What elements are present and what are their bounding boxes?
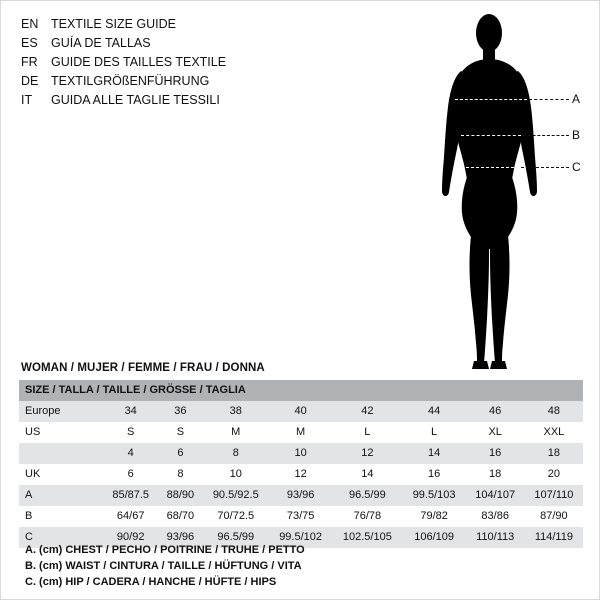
row-cell: 12 bbox=[332, 443, 403, 464]
row-cell: 16 bbox=[466, 443, 525, 464]
language-row bbox=[21, 15, 321, 34]
measure-line-a-inner bbox=[455, 99, 527, 100]
table-row bbox=[19, 485, 583, 506]
row-cell: S bbox=[103, 422, 158, 443]
row-cell: 110/113 bbox=[466, 527, 525, 548]
row-cell: 6 bbox=[103, 464, 158, 485]
measurement-notes bbox=[25, 542, 565, 590]
row-cell: 90.5/92.5 bbox=[202, 485, 269, 506]
measure-label-c: C bbox=[572, 160, 581, 174]
row-cell: 93/96 bbox=[269, 485, 332, 506]
row-cell: 96.5/99 bbox=[202, 527, 269, 548]
language-title: GUÍA DE TALLAS bbox=[51, 36, 151, 50]
measure-line-b-outer bbox=[523, 135, 569, 136]
row-cell: 20 bbox=[525, 464, 583, 485]
language-title: GUIDE DES TAILLES TEXTILE bbox=[51, 55, 227, 69]
language-code: EN bbox=[21, 17, 39, 31]
measure-line-b-inner bbox=[461, 135, 521, 136]
row-cell: 70/72.5 bbox=[202, 506, 269, 527]
language-code: ES bbox=[21, 36, 38, 50]
row-cell: 18 bbox=[525, 443, 583, 464]
row-cell: 88/90 bbox=[158, 485, 202, 506]
row-cell: 106/109 bbox=[403, 527, 466, 548]
row-cell: 38 bbox=[202, 401, 269, 422]
table-row bbox=[19, 464, 583, 485]
row-cell: L bbox=[332, 422, 403, 443]
table-row bbox=[19, 422, 583, 443]
female-body-silhouette-icon bbox=[421, 7, 591, 377]
row-cell: 102.5/105 bbox=[332, 527, 403, 548]
language-title-list bbox=[21, 15, 321, 110]
row-label: A bbox=[19, 485, 103, 506]
row-cell: 12 bbox=[269, 464, 332, 485]
row-cell: 36 bbox=[158, 401, 202, 422]
row-cell: XL bbox=[466, 422, 525, 443]
row-label bbox=[19, 443, 103, 464]
row-cell: 8 bbox=[202, 443, 269, 464]
size-table-area bbox=[19, 362, 583, 548]
row-cell: 104/107 bbox=[466, 485, 525, 506]
row-cell: 73/75 bbox=[269, 506, 332, 527]
row-cell: 68/70 bbox=[158, 506, 202, 527]
row-cell: 34 bbox=[103, 401, 158, 422]
table-section-title: WOMAN / MUJER / FEMME / FRAU / DONNA bbox=[21, 362, 265, 374]
row-cell: M bbox=[202, 422, 269, 443]
row-cell: 42 bbox=[332, 401, 403, 422]
size-table bbox=[19, 380, 583, 548]
measure-line-c-outer bbox=[521, 167, 569, 168]
language-code: IT bbox=[21, 93, 33, 107]
row-cell: 107/110 bbox=[525, 485, 583, 506]
row-cell: 10 bbox=[202, 464, 269, 485]
note-chest: A. (cm) CHEST / PECHO / POITRINE / TRUHE / PETTO bbox=[25, 544, 305, 556]
row-label: Europe bbox=[19, 401, 103, 422]
language-row bbox=[21, 91, 321, 110]
row-cell: 90/92 bbox=[103, 527, 158, 548]
row-cell: 64/67 bbox=[103, 506, 158, 527]
measure-label-b: B bbox=[572, 128, 581, 142]
language-row bbox=[21, 72, 321, 91]
measure-line-a-outer bbox=[529, 99, 569, 100]
row-cell: 87/90 bbox=[525, 506, 583, 527]
row-cell: 40 bbox=[269, 401, 332, 422]
row-cell: 99.5/102 bbox=[269, 527, 332, 548]
language-code: FR bbox=[21, 55, 38, 69]
language-row bbox=[21, 34, 321, 53]
row-cell: L bbox=[403, 422, 466, 443]
row-cell: S bbox=[158, 422, 202, 443]
row-cell: XXL bbox=[525, 422, 583, 443]
row-cell: 16 bbox=[403, 464, 466, 485]
row-cell: 96.5/99 bbox=[332, 485, 403, 506]
row-cell: 10 bbox=[269, 443, 332, 464]
row-cell: 79/82 bbox=[403, 506, 466, 527]
language-code: DE bbox=[21, 74, 39, 88]
row-cell: 44 bbox=[403, 401, 466, 422]
row-cell: 14 bbox=[403, 443, 466, 464]
row-cell: 85/87.5 bbox=[103, 485, 158, 506]
row-label: US bbox=[19, 422, 103, 443]
row-cell: 46 bbox=[466, 401, 525, 422]
language-title: TEXTILE SIZE GUIDE bbox=[51, 17, 177, 31]
measure-line-c-inner bbox=[461, 167, 519, 168]
table-header-label: SIZE / TALLA / TAILLE / GRÖSSE / TAGLIA bbox=[25, 384, 246, 396]
table-row bbox=[19, 506, 583, 527]
note-hip: C. (cm) HIP / CADERA / HANCHE / HÜFTE / HIPS bbox=[25, 576, 277, 588]
language-row bbox=[21, 53, 321, 72]
note-waist: B. (cm) WAIST / CINTURA / TAILLE / HÜFTUNG / VITA bbox=[25, 560, 302, 572]
row-cell: 48 bbox=[525, 401, 583, 422]
row-cell: 6 bbox=[158, 443, 202, 464]
table-row bbox=[19, 401, 583, 422]
row-cell: 8 bbox=[158, 464, 202, 485]
row-cell: 18 bbox=[466, 464, 525, 485]
row-cell: 93/96 bbox=[158, 527, 202, 548]
row-cell: M bbox=[269, 422, 332, 443]
row-cell: 83/86 bbox=[466, 506, 525, 527]
row-cell: 99.5/103 bbox=[403, 485, 466, 506]
row-label: UK bbox=[19, 464, 103, 485]
figure-area bbox=[421, 7, 591, 377]
row-cell: 76/78 bbox=[332, 506, 403, 527]
table-header-row bbox=[19, 380, 583, 401]
row-cell: 14 bbox=[332, 464, 403, 485]
row-label: B bbox=[19, 506, 103, 527]
row-cell: 4 bbox=[103, 443, 158, 464]
measure-label-a: A bbox=[572, 92, 581, 106]
table-row bbox=[19, 443, 583, 464]
language-title: TEXTILGRÖßENFÜHRUNG bbox=[51, 74, 210, 88]
row-cell: 114/119 bbox=[525, 527, 583, 548]
row-label: C bbox=[19, 527, 103, 548]
language-title: GUIDA ALLE TAGLIE TESSILI bbox=[51, 93, 220, 107]
